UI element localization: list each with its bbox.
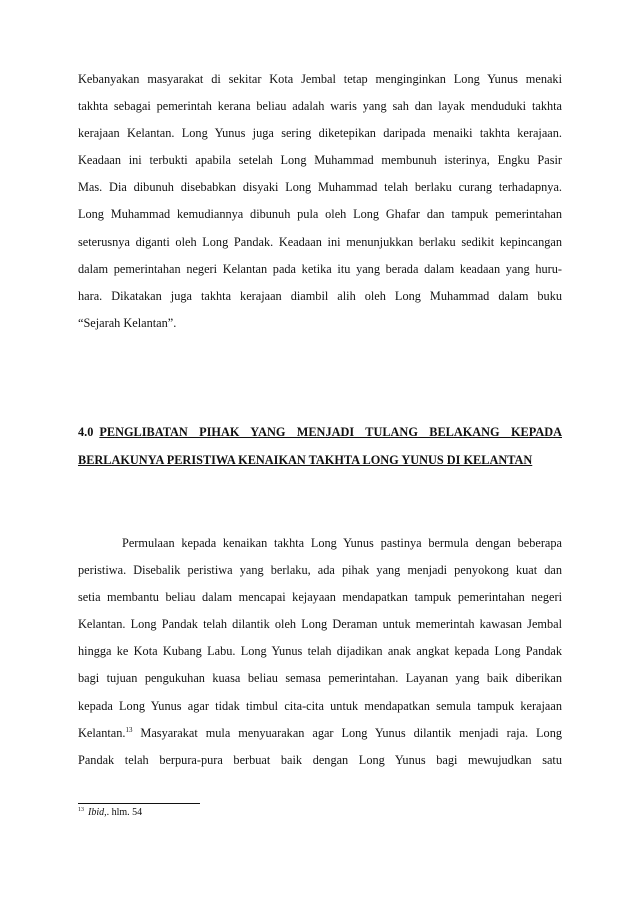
section-number: 4.0 — [78, 425, 94, 439]
heading-text-1: PENGLIBATAN PIHAK YANG MENJADI TULANG BELAKANG KEPADA — [99, 425, 562, 439]
heading-line-1 — [78, 418, 562, 446]
paragraph-1 — [78, 66, 562, 337]
paragraph-line: dalam pemerintahan negeri Kelantan pada ketika itu yang berada dalam keadaan yang huru- — [78, 261, 562, 276]
paragraph-line — [78, 720, 562, 747]
footnote-number: 13 — [78, 806, 84, 813]
paragraph-line: peristiwa. Disebalik peristiwa yang berlaku, ada pihak yang menjadi penyokong kuat dan — [78, 563, 562, 578]
footnote-text: . hlm. 54 — [106, 807, 143, 818]
document-page — [78, 0, 562, 903]
paragraph-line: Pandak telah berpura-pura berbuat baik dengan Long Yunus bagi mewujudkan satu — [78, 752, 562, 767]
heading-text-2: BERLAKUNYA PERISTIWA KENAIKAN TAKHTA LONG YUNUS DI KELANTAN — [78, 453, 533, 467]
section-heading — [78, 418, 562, 474]
heading-line-2 — [78, 446, 562, 474]
paragraph-line: Mas. Dia dibunuh disebabkan disyaki Long Muhammad telah berlaku curang terhadapnya. — [78, 180, 562, 195]
footnote-source: Ibid, — [88, 807, 107, 818]
paragraph-line: Long Muhammad kemudiannya dibunuh pula oleh Long Ghafar dan tampuk pemerintahan — [78, 207, 562, 222]
paragraph-line: seterusnya diganti oleh Long Pandak. Keadaan ini menunjukkan berlaku sedikit kepincangan — [78, 234, 562, 249]
paragraph-line: setia membantu beliau dalam mencapai kejayaan mendapatkan tampuk pemerintahan negeri — [78, 590, 562, 605]
footnote-reference[interactable]: 13 — [125, 725, 133, 734]
paragraph-line: hara. Dikatakan juga takhta kerajaan diambil alih oleh Long Muhammad dalam buku — [78, 288, 562, 303]
paragraph-line: takhta sebagai pemerintah kerana beliau adalah waris yang sah dan layak menduduki takhta — [78, 99, 562, 114]
paragraph-line: Kebanyakan masyarakat di sekitar Kota Jembal tetap menginginkan Long Yunus menaki — [78, 72, 562, 86]
paragraph-line: “Sejarah Kelantan”. — [78, 315, 177, 330]
paragraph-line: kerajaan Kelantan. Long Yunus juga sering diketepikan daripada menaiki takhta kerajaan. — [78, 126, 562, 141]
paragraph-line: Kelantan. Long Pandak telah dilantik oleh Long Deraman untuk memerintah kawasan Jembal — [78, 617, 562, 632]
paragraph-line — [78, 530, 562, 557]
paragraph-line: Keadaan ini terbukti apabila setelah Long Muhammad membunuh isterinya, Engku Pasir — [78, 153, 562, 168]
paragraph-text: Permulaan kepada kenaikan takhta Long Yunus pastinya bermula dengan beberapa — [122, 536, 562, 550]
paragraph-text: Masyarakat mula menyuarakan agar Long Yunus dilantik menjadi raja. Long — [132, 725, 562, 740]
paragraph-2 — [78, 530, 562, 774]
footnote — [78, 806, 142, 820]
paragraph-text: Kelantan. — [78, 725, 126, 740]
paragraph-line: hingga ke Kota Kubang Labu. Long Yunus telah dijadikan anak angkat kepada Long Pandak — [78, 644, 562, 659]
paragraph-line: kepada Long Yunus agar tidak timbul cita-cita untuk mendapatkan semula tampuk kerajaan — [78, 698, 562, 713]
paragraph-line: bagi tujuan pengukuhan kuasa beliau semasa pemerintahan. Layanan yang baik diberikan — [78, 671, 562, 686]
footnote-divider — [78, 803, 200, 804]
